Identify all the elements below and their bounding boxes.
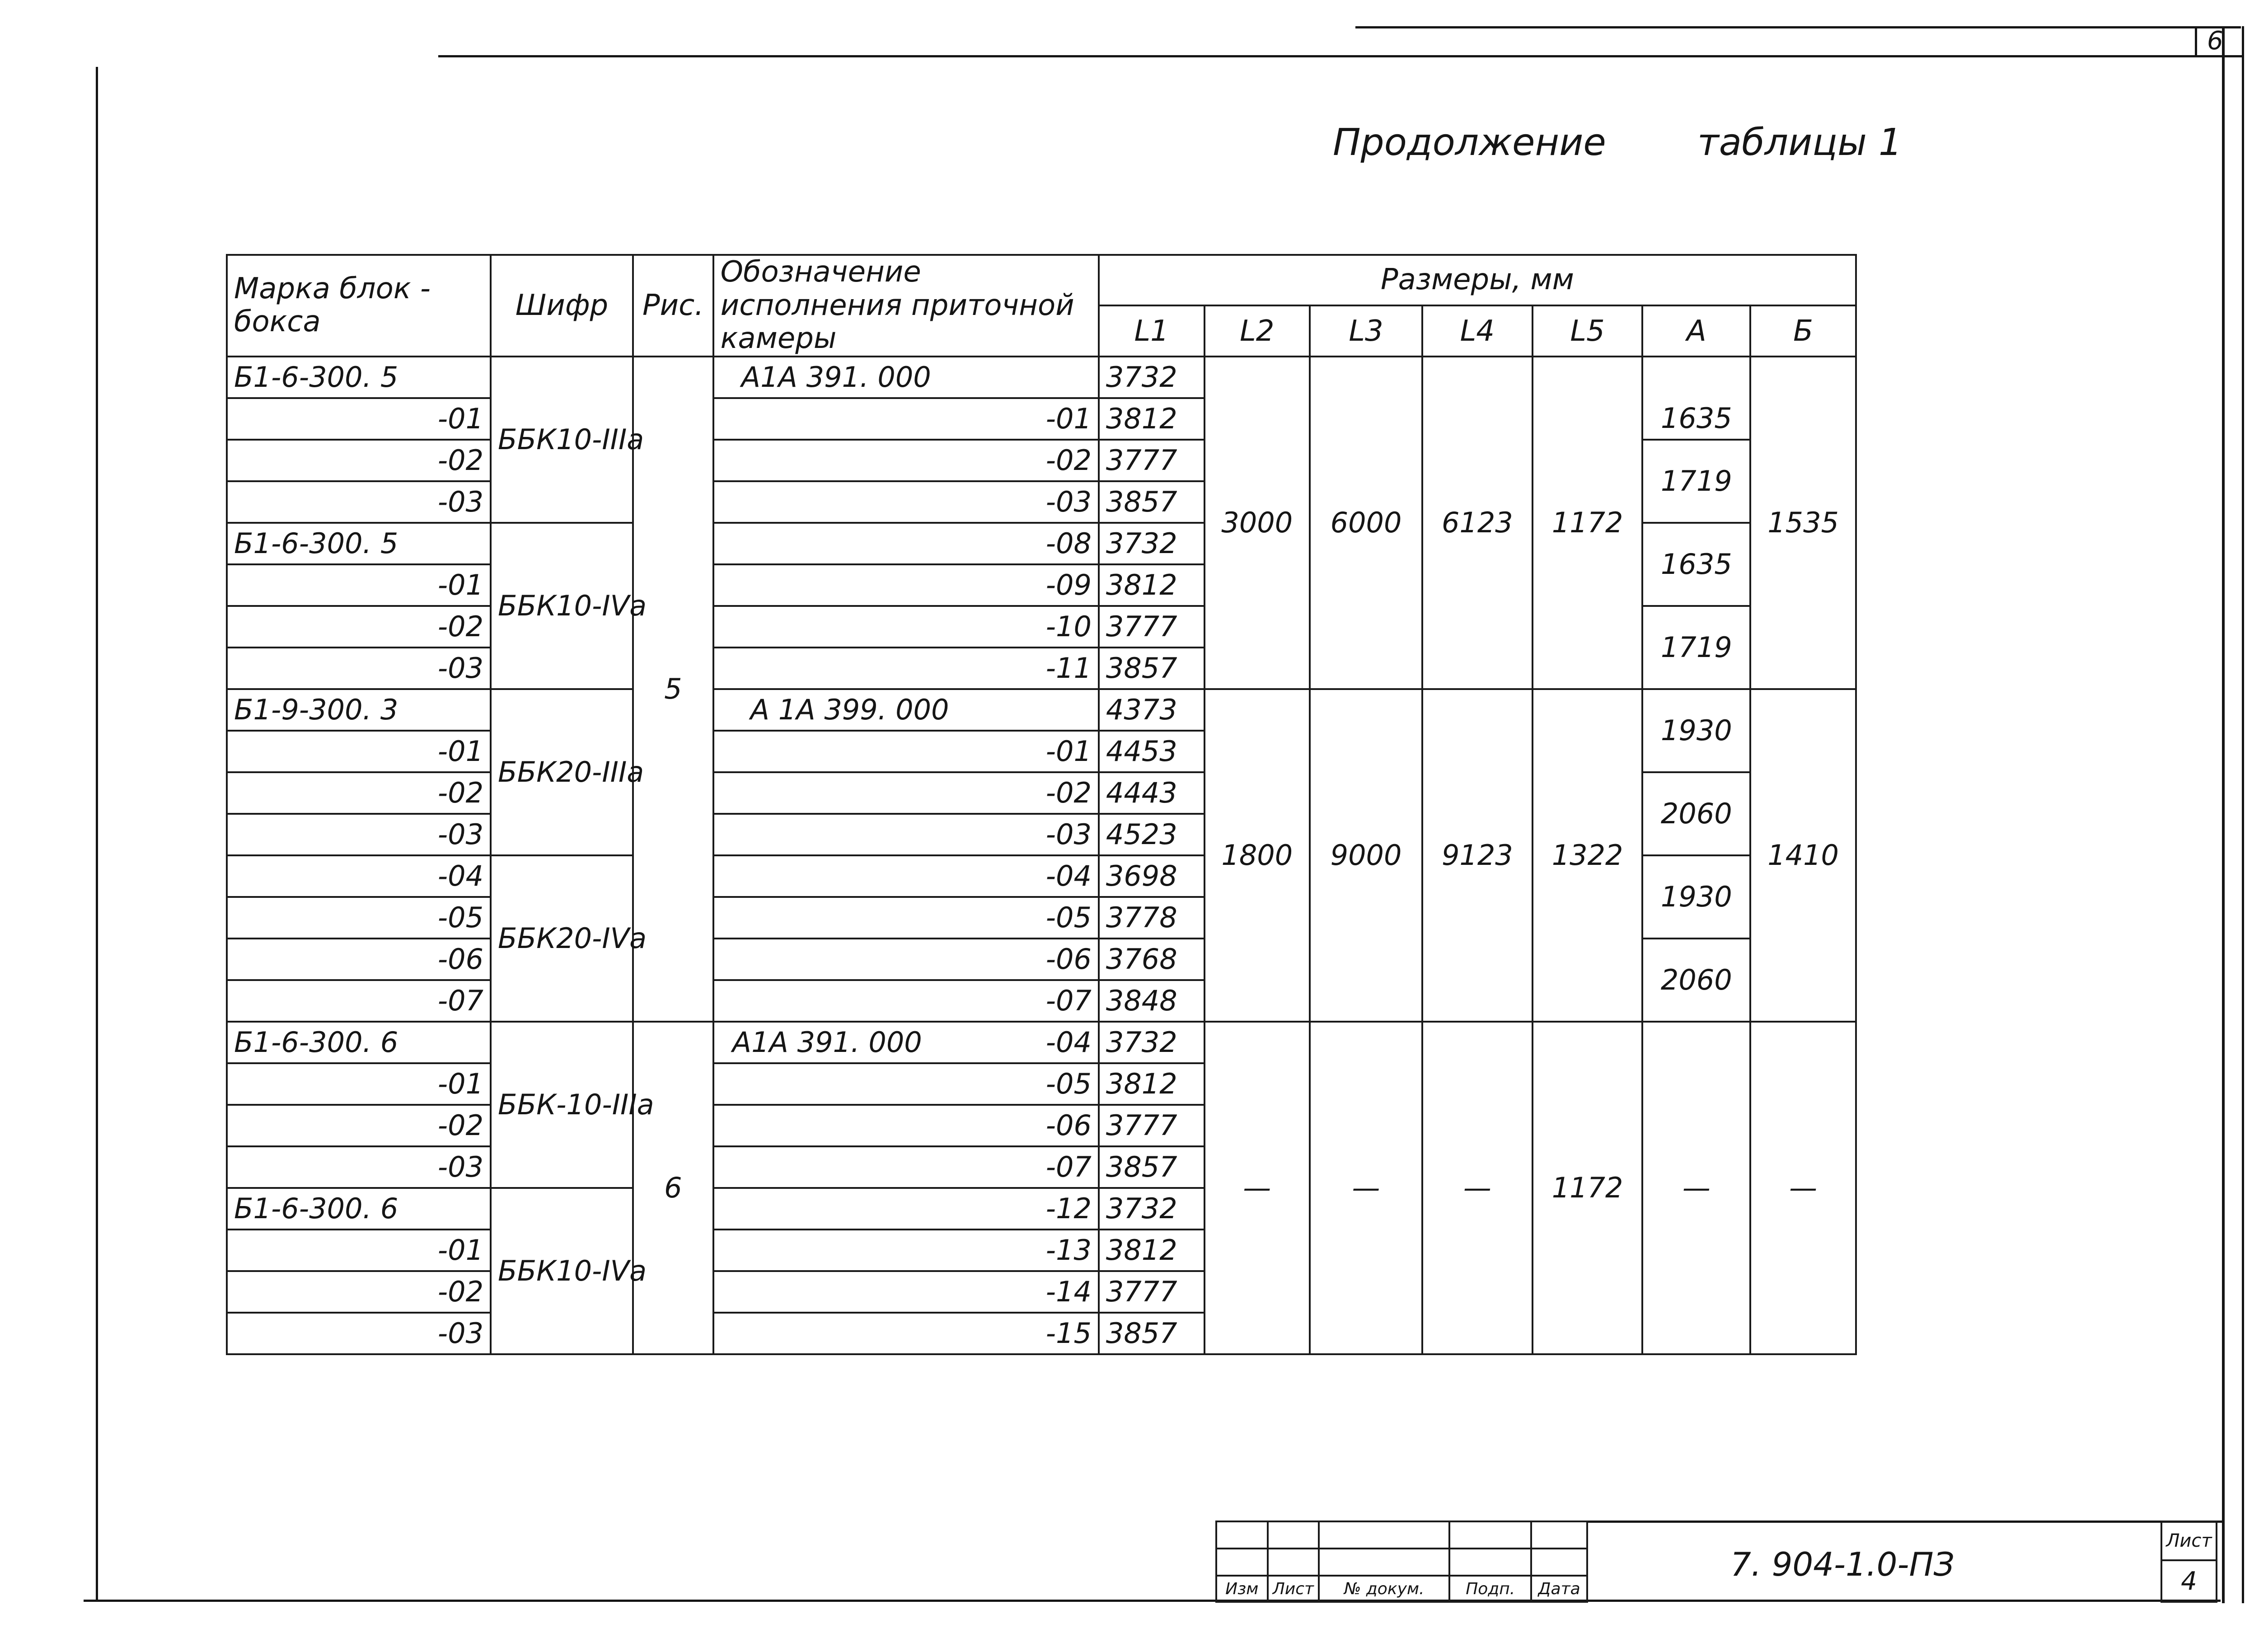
header-L4: L4 <box>1422 305 1533 356</box>
table-cell-L1: 3777 <box>1099 606 1204 648</box>
table-cell-A: 2060 <box>1642 939 1750 1022</box>
table-cell-ispolnenie: -03 <box>713 481 1099 523</box>
table-cell-marka: -01 <box>227 731 491 772</box>
sheet-number-box <box>2161 1521 2217 1603</box>
table-cell-A: 1635 <box>1642 523 1750 606</box>
table-cell-ris: 6 <box>633 1022 713 1354</box>
table-cell-B: 1410 <box>1750 689 1856 1022</box>
dimensions-table <box>226 254 1857 1355</box>
header-ris: Рис. <box>633 255 713 357</box>
table-cell-ispolnenie: -07 <box>713 1146 1099 1188</box>
table-cell-ispolnenie: -08 <box>713 523 1099 564</box>
frame-top-line-right <box>1355 26 2241 28</box>
table-cell-L4: 9123 <box>1422 689 1533 1022</box>
table-cell-shifr: ББК20-IVа <box>491 855 633 1022</box>
stamp-data: Дата <box>1531 1576 1587 1602</box>
table-cell-L1: 4443 <box>1099 772 1204 814</box>
table-cell-marka: -03 <box>227 481 491 523</box>
table-cell-ispolnenie: -12 <box>713 1188 1099 1230</box>
table-cell-L4: — <box>1422 1022 1533 1354</box>
table-cell-L1: 3768 <box>1099 939 1204 980</box>
table-cell-L1: 3812 <box>1099 564 1204 606</box>
table-cell-marka: -03 <box>227 648 491 689</box>
table-cell-marka: -06 <box>227 939 491 980</box>
table-cell-marka: -01 <box>227 1063 491 1105</box>
sheet-number: 4 <box>2161 1560 2217 1602</box>
table-cell-ispolnenie: -06 <box>713 939 1099 980</box>
table-cell-marka: -02 <box>227 440 491 481</box>
table-cell-ris: 5 <box>633 357 713 1022</box>
table-cell-ispolnenie: А1А 391. 000 <box>713 357 1099 398</box>
table-cell-marka: -03 <box>227 814 491 855</box>
table-cell-ispolnenie: -02 <box>713 772 1099 814</box>
table-cell-marka: -07 <box>227 980 491 1022</box>
table-cell-marka: -01 <box>227 564 491 606</box>
table-cell-shifr: ББК10-IVа <box>491 1188 633 1354</box>
table-cell-ispolnenie: А 1А 399. 000 <box>713 689 1099 731</box>
table-cell-marka: -01 <box>227 398 491 440</box>
frame-left-line <box>96 67 98 1601</box>
table-cell-ispolnenie: -09 <box>713 564 1099 606</box>
table-cell-marka: Б1-6-300. 6 <box>227 1022 491 1063</box>
table-cell-ispolnenie: -01 <box>713 398 1099 440</box>
table-cell-ispolnenie <box>713 1022 1099 1063</box>
table-cell-shifr: ББК20-IIIа <box>491 689 633 855</box>
stamp-divider-line <box>1588 1521 2222 1523</box>
table-cell-ispolnenie: -04 <box>713 855 1099 897</box>
table-cell-ispolnenie: -05 <box>713 1063 1099 1105</box>
table-cell-marka: -02 <box>227 1271 491 1313</box>
header-L1: L1 <box>1099 305 1204 356</box>
table-cell-L3: — <box>1310 1022 1422 1354</box>
table-cell-ispolnenie: -13 <box>713 1230 1099 1271</box>
table-cell-L1: 3848 <box>1099 980 1204 1022</box>
table-cell-L1: 3812 <box>1099 1063 1204 1105</box>
stamp-doc: № докум. <box>1319 1576 1449 1602</box>
corner-number: 6 <box>2207 26 2223 56</box>
table-cell-L1: 3857 <box>1099 481 1204 523</box>
frame-right-line <box>2222 26 2225 1603</box>
table-cell-A: 1635 <box>1642 398 1750 440</box>
table-cell-L1: 3812 <box>1099 398 1204 440</box>
ispolnenie-suffix: -04 <box>1045 1025 1092 1059</box>
table-cell-ispolnenie: -03 <box>713 814 1099 855</box>
table-cell-A: — <box>1642 1022 1750 1354</box>
table-cell-marka: -04 <box>227 855 491 897</box>
stamp-list: Лист <box>1268 1576 1319 1602</box>
frame-top-line <box>438 55 2223 57</box>
table-cell-ispolnenie: -07 <box>713 980 1099 1022</box>
table-cell-L1: 3777 <box>1099 440 1204 481</box>
table-cell-L1: 3777 <box>1099 1105 1204 1146</box>
stamp-podp: Подп. <box>1449 1576 1531 1602</box>
table-cell-L2: 1800 <box>1204 689 1310 1022</box>
table-cell-marka: -01 <box>227 1230 491 1271</box>
table-cell-marka: -05 <box>227 897 491 939</box>
table-cell-A-blank <box>1642 357 1750 398</box>
table-cell-shifr: ББК10-IIIа <box>491 357 633 523</box>
table-cell-ispolnenie: -11 <box>713 648 1099 689</box>
ispolnenie-code: А1А 391. 000 <box>732 1025 922 1059</box>
table-cell-marka: Б1-9-300. 3 <box>227 689 491 731</box>
table-cell-L1: 3857 <box>1099 648 1204 689</box>
header-shifr: Шифр <box>491 255 633 357</box>
header-razmery: Размеры, мм <box>1099 255 1856 305</box>
header-B: Б <box>1750 305 1856 356</box>
table-cell-marka: -02 <box>227 1105 491 1146</box>
table-cell-marka: -03 <box>227 1313 491 1354</box>
table-cell-L1: 3812 <box>1099 1230 1204 1271</box>
heading-part2: таблицы 1 <box>1697 121 1903 164</box>
table-cell-L4: 6123 <box>1422 357 1533 689</box>
table-cell-L1: 3732 <box>1099 523 1204 564</box>
table-cell-L2: 3000 <box>1204 357 1310 689</box>
table-cell-B: 1535 <box>1750 357 1856 689</box>
table-cell-L5: 1322 <box>1533 689 1643 1022</box>
table-cell-L1: 4373 <box>1099 689 1204 731</box>
table-cell-L1: 3778 <box>1099 897 1204 939</box>
table-cell-marka: Б1-6-300. 5 <box>227 357 491 398</box>
table-cell-L3: 9000 <box>1310 689 1422 1022</box>
table-cell-ispolnenie: -15 <box>713 1313 1099 1354</box>
table-cell-ispolnenie: -05 <box>713 897 1099 939</box>
table-cell-L1: 3777 <box>1099 1271 1204 1313</box>
table-cell-L1: 3857 <box>1099 1313 1204 1354</box>
table-cell-A: 1930 <box>1642 689 1750 772</box>
table-cell-ispolnenie: -02 <box>713 440 1099 481</box>
table-cell-L1: 3732 <box>1099 1022 1204 1063</box>
table-cell-marka: -02 <box>227 772 491 814</box>
table-cell-L1: 3857 <box>1099 1146 1204 1188</box>
header-L2: L2 <box>1204 305 1310 356</box>
table-cell-L3: 6000 <box>1310 357 1422 689</box>
table-cell-marka: -02 <box>227 606 491 648</box>
table-cell-ispolnenie: -06 <box>713 1105 1099 1146</box>
table-cell-ispolnenie: -14 <box>713 1271 1099 1313</box>
table-continuation-heading <box>1333 121 1902 164</box>
table-cell-A: 2060 <box>1642 772 1750 855</box>
table-cell-marka: Б1-6-300. 6 <box>227 1188 491 1230</box>
header-marka: Марка блок - бокса <box>227 255 491 357</box>
header-L3: L3 <box>1310 305 1422 356</box>
table-cell-L1: 3732 <box>1099 1188 1204 1230</box>
table-cell-ispolnenie: -01 <box>713 731 1099 772</box>
header-oboznachenie: Обозначение исполнения приточной камеры <box>713 255 1099 357</box>
table-cell-L1: 4453 <box>1099 731 1204 772</box>
table-cell-L1: 3732 <box>1099 357 1204 398</box>
table-cell-marka: Б1-6-300. 5 <box>227 523 491 564</box>
sheet-label: Лист <box>2161 1521 2217 1560</box>
table-cell-A: 1719 <box>1642 440 1750 523</box>
document-code: 7. 904-1.0-ПЗ <box>1730 1545 1954 1583</box>
stamp-izm: Изм <box>1216 1576 1268 1602</box>
table-cell-L5: 1172 <box>1533 357 1643 689</box>
header-A: А <box>1642 305 1750 356</box>
table-cell-A: 1719 <box>1642 606 1750 689</box>
table-cell-shifr: ББК-10-IIIа <box>491 1022 633 1188</box>
frame-right-line-outer <box>2242 26 2244 1603</box>
table-cell-shifr: ББК10-IVа <box>491 523 633 689</box>
table-cell-B: — <box>1750 1022 1856 1354</box>
table-cell-L5: 1172 <box>1533 1022 1643 1354</box>
title-block-stamp <box>1215 1521 1588 1603</box>
frame-bottom-line <box>84 1600 2221 1602</box>
table-cell-marka: -03 <box>227 1146 491 1188</box>
table-cell-L1: 3698 <box>1099 855 1204 897</box>
table-cell-A: 1930 <box>1642 855 1750 939</box>
table-cell-L2: — <box>1204 1022 1310 1354</box>
table-cell-ispolnenie: -10 <box>713 606 1099 648</box>
table-cell-L1: 4523 <box>1099 814 1204 855</box>
header-L5: L5 <box>1533 305 1643 356</box>
heading-part1: Продолжение <box>1333 121 1606 164</box>
